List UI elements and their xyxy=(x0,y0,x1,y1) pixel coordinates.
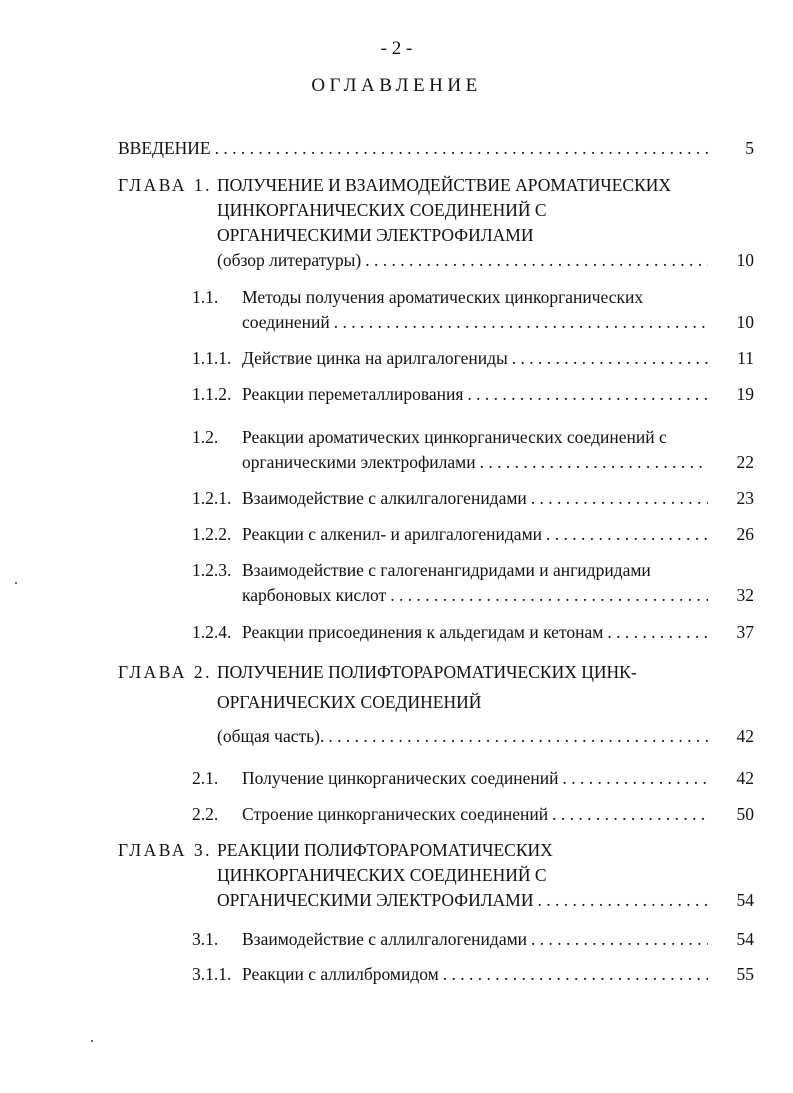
leader-dots xyxy=(390,585,708,606)
entry-page: 19 xyxy=(736,384,754,404)
entry-page: 50 xyxy=(736,804,754,824)
section-number: 2.2. xyxy=(192,804,219,824)
entry-page: 54 xyxy=(736,929,754,949)
toc-entry-1-2-3[interactable] xyxy=(242,585,754,606)
chapter-3-title-line-2[interactable]: ЦИНКОРГАНИЧЕСКИХ СОЕДИНЕНИЙ С xyxy=(217,865,547,885)
entry-title: Строение цинкорганических соединений xyxy=(242,804,549,824)
entry-title: Взаимодействие с алкилгалогенидами xyxy=(242,488,527,508)
chapter-2-title-line-1[interactable]: ПОЛУЧЕНИЕ ПОЛИФТОРАРОМАТИЧЕСКИХ ЦИНК- xyxy=(217,662,637,682)
leader-dots xyxy=(365,250,708,271)
entry-title: Взаимодействие с аллилгалогенидами xyxy=(242,929,528,949)
entry-title: Действие цинка на арилгалогениды xyxy=(242,348,508,368)
toc-entry-3-1[interactable] xyxy=(242,929,754,950)
toc-entry-1-1-1[interactable] xyxy=(242,348,754,369)
entry-title: Реакции присоединения к альдегидам и кетонам xyxy=(242,622,604,642)
leader-dots xyxy=(552,804,708,825)
toc-heading: ОГЛАВЛЕНИЕ xyxy=(311,75,482,96)
leader-dots xyxy=(480,452,708,473)
toc-entry-intro[interactable] xyxy=(118,138,754,159)
section-number: 1.2.1. xyxy=(192,488,232,508)
entry-page: 54 xyxy=(736,890,754,910)
entry-page: 26 xyxy=(736,524,754,544)
entry-title: органическими электрофилами xyxy=(242,452,476,472)
chapter-2-title-line-2[interactable]: ОРГАНИЧЕСКИХ СОЕДИНЕНИЙ xyxy=(217,692,482,712)
entry-page: 37 xyxy=(736,622,754,642)
leader-dots xyxy=(537,890,708,911)
chapter-1-title-line-2[interactable]: ЦИНКОРГАНИЧЕСКИХ СОЕДИНЕНИЙ С xyxy=(217,200,547,220)
chapter-3-label: ГЛАВА 3. xyxy=(118,840,213,860)
scan-speck xyxy=(91,1040,93,1042)
section-1-2-3-line-1[interactable]: Взаимодействие с галогенангидридами и ангидридами xyxy=(242,560,651,580)
entry-title: (общая часть). xyxy=(217,726,325,746)
leader-dots xyxy=(467,384,708,405)
entry-title: Реакции переметаллирования xyxy=(242,384,464,404)
chapter-1-title-line-1[interactable]: ПОЛУЧЕНИЕ И ВЗАИМОДЕЙСТВИЕ АРОМАТИЧЕСКИХ xyxy=(217,175,672,195)
entry-title: Реакции с аллилбромидом xyxy=(242,964,439,984)
section-number: 2.1. xyxy=(192,768,219,788)
entry-title: карбоновых кислот xyxy=(242,585,387,605)
toc-entry-1-2-1[interactable] xyxy=(242,488,754,509)
entry-title: Реакции с алкенил- и арилгалогенидами xyxy=(242,524,543,544)
leader-dots xyxy=(531,929,708,950)
toc-entry-2-1[interactable] xyxy=(242,768,754,789)
leader-dots xyxy=(512,348,708,369)
toc-entry-chapter-2[interactable] xyxy=(217,726,754,747)
entry-title: соединений xyxy=(242,312,330,332)
section-number: 1.2.4. xyxy=(192,622,232,642)
section-number: 1.2. xyxy=(192,427,219,447)
leader-dots xyxy=(443,964,708,985)
leader-dots xyxy=(328,726,708,747)
entry-page: 42 xyxy=(736,726,754,746)
section-number: 1.2.2. xyxy=(192,524,232,544)
section-1-2-line-1[interactable]: Реакции ароматических цинкорганических соединений с xyxy=(242,427,667,447)
entry-page: 11 xyxy=(737,348,754,368)
toc-entry-1-2-2[interactable] xyxy=(242,524,754,545)
entry-page: 10 xyxy=(736,312,754,332)
chapter-3-title-line-1[interactable]: РЕАКЦИИ ПОЛИФТОРАРОМАТИЧЕСКИХ xyxy=(217,840,553,860)
entry-title: (обзор литературы) xyxy=(217,250,362,270)
section-number: 1.1.1. xyxy=(192,348,232,368)
toc-entry-2-2[interactable] xyxy=(242,804,754,825)
section-number: 3.1.1. xyxy=(192,964,232,984)
leader-dots xyxy=(215,138,708,159)
leader-dots xyxy=(334,312,708,333)
leader-dots xyxy=(531,488,708,509)
chapter-2-label: ГЛАВА 2. xyxy=(118,662,213,682)
toc-entry-chapter-1[interactable] xyxy=(217,250,754,271)
entry-title: ВВЕДЕНИЕ xyxy=(118,138,211,158)
toc-entry-1-1-2[interactable] xyxy=(242,384,754,405)
toc-entry-1-2[interactable] xyxy=(242,452,754,473)
toc-entry-1-2-4[interactable] xyxy=(242,622,754,643)
section-1-1-line-1[interactable]: Методы получения ароматических цинкорганических xyxy=(242,287,644,307)
entry-page: 32 xyxy=(736,585,754,605)
leader-dots xyxy=(607,622,708,643)
section-number: 3.1. xyxy=(192,929,219,949)
section-number: 1.1. xyxy=(192,287,219,307)
scan-speck xyxy=(15,582,17,584)
entry-page: 5 xyxy=(745,138,754,158)
page-number: - 2 - xyxy=(380,38,413,59)
entry-page: 42 xyxy=(736,768,754,788)
entry-page: 23 xyxy=(736,488,754,508)
entry-page: 10 xyxy=(736,250,754,270)
chapter-1-label: ГЛАВА 1. xyxy=(118,175,213,195)
toc-entry-chapter-3[interactable] xyxy=(217,890,754,911)
entry-title: Получение цинкорганических соединений xyxy=(242,768,559,788)
chapter-1-title-line-3[interactable]: ОРГАНИЧЕСКИМИ ЭЛЕКТРОФИЛАМИ xyxy=(217,225,534,245)
section-number: 1.2.3. xyxy=(192,560,232,580)
toc-entry-3-1-1[interactable] xyxy=(242,964,754,985)
entry-page: 55 xyxy=(736,964,754,984)
section-number: 1.1.2. xyxy=(192,384,232,404)
leader-dots xyxy=(546,524,708,545)
entry-page: 22 xyxy=(736,452,754,472)
entry-title: ОРГАНИЧЕСКИМИ ЭЛЕКТРОФИЛАМИ xyxy=(217,890,534,910)
toc-entry-1-1[interactable] xyxy=(242,312,754,333)
leader-dots xyxy=(563,768,709,789)
